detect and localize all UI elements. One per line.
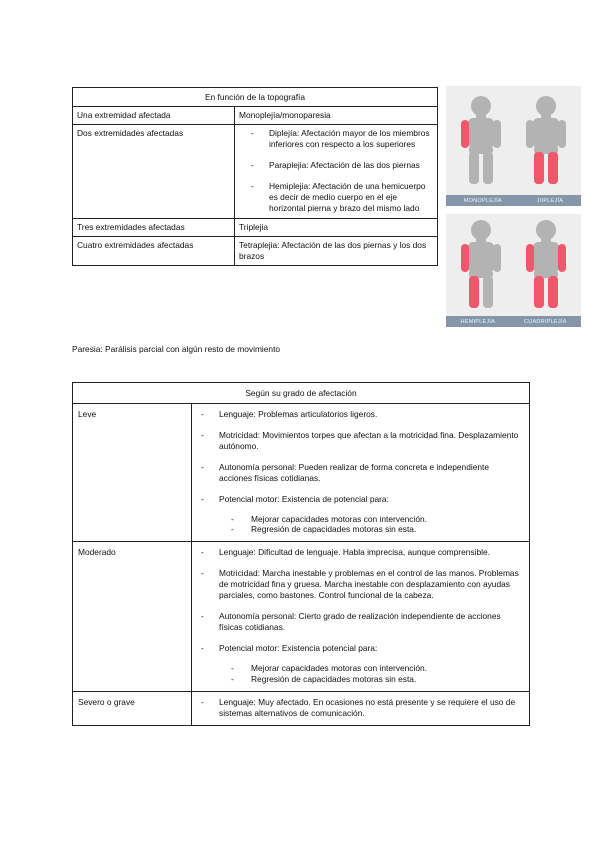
caption-diplegia: DIPLEJÍA — [537, 197, 564, 204]
row-value — [235, 124, 438, 219]
row-value — [192, 404, 530, 542]
child-figures-illustration — [446, 86, 581, 206]
caption-bar — [446, 195, 581, 206]
bullet-list — [197, 547, 524, 684]
table-row — [73, 542, 530, 691]
bullet-list — [239, 128, 433, 214]
row-value: Tetraplejia: Afectación de las dos piernas y los dos brazos — [235, 237, 438, 266]
list-item-text: Lenguaje: Dificultad de lenguaje. Habla imprecisa, aunque comprensible. — [219, 547, 490, 558]
table-row — [73, 107, 438, 125]
sub-list — [219, 663, 524, 685]
list-item: - Paraplejia: Afectación de las dos piernas — [239, 160, 433, 171]
table-row — [73, 237, 438, 266]
caption-hemiplegia: HEMIPLEJÍA — [460, 318, 496, 325]
bullet-list — [197, 697, 524, 719]
list-item — [197, 643, 524, 685]
topography-table — [72, 87, 438, 266]
list-item-text: Autonomía personal: Pueden realizar de forma concreta e independiente acciones físicas cotidianas. — [219, 461, 490, 483]
list-item-text: Motricidad: Marcha inestable y problemas en el control de las manos. Problemas de motricidad fina y gruesa. Marcha inestable con desplazamiento con ayudas parciales, como bastones. Control funcional de la cabeza. — [219, 568, 519, 601]
list-item-text: Potencial motor: Existencia potencial para: — [219, 642, 378, 653]
table-row — [73, 219, 438, 237]
list-item-text: Lenguaje: Muy afectado. En ocasiones no está presente y se requiere el uso de sistemas alternativos de comunicación. — [219, 696, 516, 718]
row-value — [192, 691, 530, 725]
row-label: Moderado — [73, 542, 192, 691]
row-value: Monoplejía/monoparesia — [235, 107, 438, 125]
severity-table-title: Según su grado de afectación — [73, 383, 530, 404]
paresia-definition: Paresia: Parálisis parcial con algún resto de movimiento — [72, 344, 281, 354]
list-item — [197, 409, 524, 420]
row-label: Una extremidad afectada — [73, 107, 235, 125]
bullet-list — [197, 409, 524, 535]
sub-list-item: - Regresión de capacidades motoras sin esta. — [219, 674, 524, 685]
row-label: Leve — [73, 404, 192, 542]
figure-hemiplegia-quadriplegia — [446, 214, 581, 327]
list-item — [197, 462, 524, 484]
list-item-text: Lenguaje: Problemas articulatorios ligeros. — [219, 409, 378, 419]
severity-table — [72, 382, 530, 726]
row-label: Tres extremidades afectadas — [73, 219, 235, 237]
sub-list-item: - Mejorar capacidades motoras con intervención. — [219, 514, 524, 525]
row-label: Cuatro extremidades afectadas — [73, 237, 235, 266]
caption-bar — [446, 316, 581, 327]
list-item — [197, 494, 524, 536]
table-row — [73, 691, 530, 725]
row-value: Triplejia — [235, 219, 438, 237]
list-item: - Hemiplejia: Afectación de una hemicuerpo es decir de medio cuerpo en el eje horizontal pierna y brazo del mismo lado — [239, 181, 433, 214]
list-item — [197, 430, 524, 452]
row-label: Dos extremidades afectadas — [73, 124, 235, 219]
caption-monoplegia: MONOPLEJÍA — [463, 197, 502, 204]
table-row — [73, 124, 438, 219]
topography-table-title: En función de la topografía — [73, 88, 438, 107]
list-item-text: Motricidad: Movimientos torpes que afectan a la motricidad fina. Desplazamiento autónomo. — [219, 429, 519, 451]
sub-list — [219, 514, 524, 536]
list-item-text: Potencial motor: Existencia de potencial para: — [219, 493, 389, 504]
sub-list-item: - Regresión de capacidades motoras sin esta. — [219, 524, 524, 535]
list-item — [197, 697, 524, 719]
list-item-text: Autonomía personal: Cierto grado de realización independiente de acciones físicas cotidianas. — [219, 611, 501, 632]
child-figures-illustration — [446, 214, 581, 327]
list-item — [197, 568, 524, 601]
row-value — [192, 542, 530, 691]
row-label: Severo o grave — [73, 691, 192, 725]
table-row — [73, 404, 530, 542]
figure-monoplegia-diplegia — [446, 86, 581, 206]
list-item: - Diplejía: Afectación mayor de los miembros inferiores con respecto a los superiores — [239, 128, 433, 150]
list-item — [197, 547, 524, 558]
list-item — [197, 611, 524, 633]
sub-list-item: - Mejorar capacidades motoras con intervención. — [219, 663, 524, 674]
caption-quadriplegia: CUADRIPLEJÍA — [524, 318, 567, 325]
